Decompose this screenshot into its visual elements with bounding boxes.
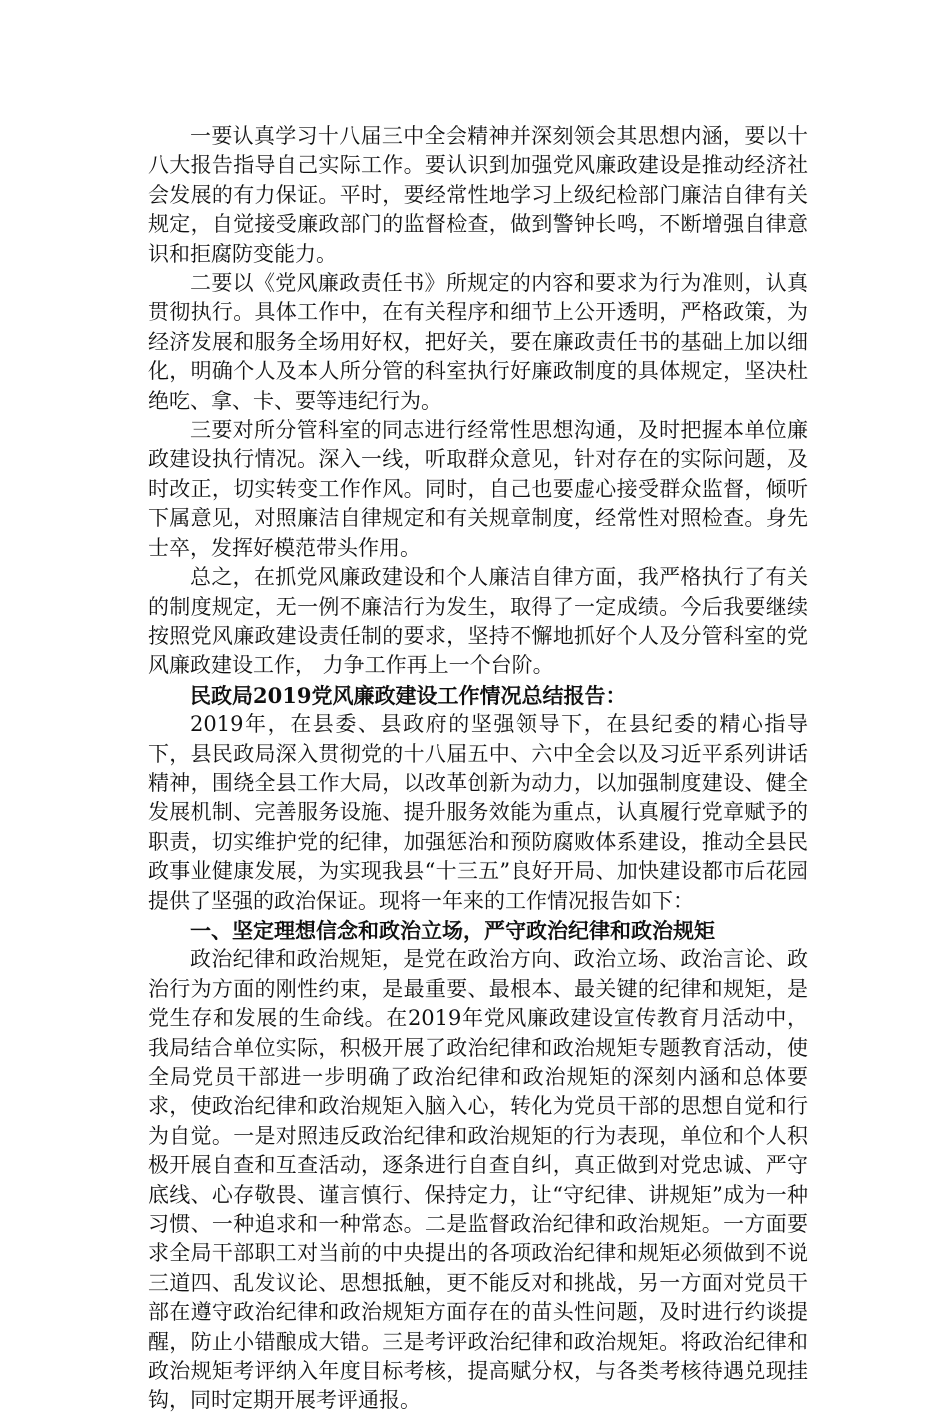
section-body: 政治纪律和政治规矩，是党在政治方向、政治立场、政治言论、政治行为方面的刚性约束，是最重要、最根本、最关键的纪律和规矩，是党生存和发展的生命线。在2019年党风廉政建设宣传教育月活动中，我局结合单位实际，积极开展了政治纪律和政治规矩专题教育活动，使全局党员干部进一步明确了政治纪律和政治规矩的深刻内涵和总体要求，使政治纪律和政治规矩入脑入心，转化为党员干部的思想自觉和行为自觉。一是对照违反政治纪律和政治规矩的行为表现，单位和个人积极开展自查和互查活动，逐条进行自查自纠，真正做到对党忠诚、严守底线、心存敬畏、谨言慎行、保持定力，让“守纪律、讲规矩”成为一种习惯、一种追求和一种常态。二是监督政治纪律和政治规矩。一方面要求全局干部职工对当前的中央提出的各项政治纪律和规矩必须做到不说三道四、乱发议论、思想抵触，更不能反对和挑战，另一方面对党员干部在遵守政治纪律和政治规矩方面存在的苗头性问题，及时进行约谈提醒，防止小错酿成大错。三是考评政治纪律和政治规矩。将政治纪律和政治规矩考评纳入年度目标考核，提高赋分权，与各类考核待遇兑现挂钩，同时定期开展考评通报。 [148, 947, 808, 1413]
report-title: 民政局2019党风廉政建设工作情况总结报告： [190, 682, 627, 708]
paragraph-study: 一要认真学习十八届三中全会精神并深刻领会其思想内涵，要以十八大报告指导自己实际工作。要认识到加强党风廉政建设是推动经济社会发展的有力保证。平时，要经常性地学习上级纪检部门廉洁自律有关规定，自觉接受廉政部门的监督检查，做到警钟长鸣，不断增强自律意识和拒腐防变能力。 [148, 124, 808, 266]
document-page [148, 122, 808, 1416]
paragraph-summary: 总之，在抓党风廉政建设和个人廉洁自律方面，我严格执行了有关的制度规定，无一例不廉洁行为发生，取得了一定成绩。今后我要继续按照党风廉政建设责任制的要求，坚持不懈地抓好个人及分管科室的党风廉政建设工作， 力争工作再上一个台阶。 [148, 565, 808, 678]
paragraph-communication: 三要对所分管科室的同志进行经常性思想沟通，及时把握本单位廉政建设执行情况。深入一线，听取群众意见，针对存在的实际问题，及时改正，切实转变工作作风。同时，自己也要虚心接受群众监督，倾听下属意见，对照廉洁自律规定和有关规章制度，经常性对照检查。身先士卒，发挥好模范带头作用。 [148, 418, 808, 560]
report-intro: 2019年，在县委、县政府的坚强领导下，在县纪委的精心指导下，县民政局深入贯彻党的十八届五中、六中全会以及习近平系列讲话精神，围绕全县工作大局，以改革创新为动力，以加强制度建设、健全发展机制、完善服务设施、提升服务效能为重点，认真履行党章赋予的职责，切实维护党的纪律，加强惩治和预防腐败体系建设，推动全县民政事业健康发展，为实现我县“十三五”良好开局、加快建设都市后花园提供了坚强的政治保证。现将一年来的工作情况报告如下： [148, 712, 808, 913]
paragraph-responsibility: 二要以《党风廉政责任书》所规定的内容和要求为行为准则，认真贯彻执行。具体工作中，在有关程序和细节上公开透明，严格政策，为经济发展和服务全场用好权，把好关，要在廉政责任书的基础上加以细化，明确个人及本人所分管的科室执行好廉政制度的具体规定，坚决杜绝吃、拿、卡、要等违纪行为。 [148, 271, 808, 413]
section-heading: 一、坚定理想信念和政治立场，严守政治纪律和政治规矩 [190, 917, 715, 943]
